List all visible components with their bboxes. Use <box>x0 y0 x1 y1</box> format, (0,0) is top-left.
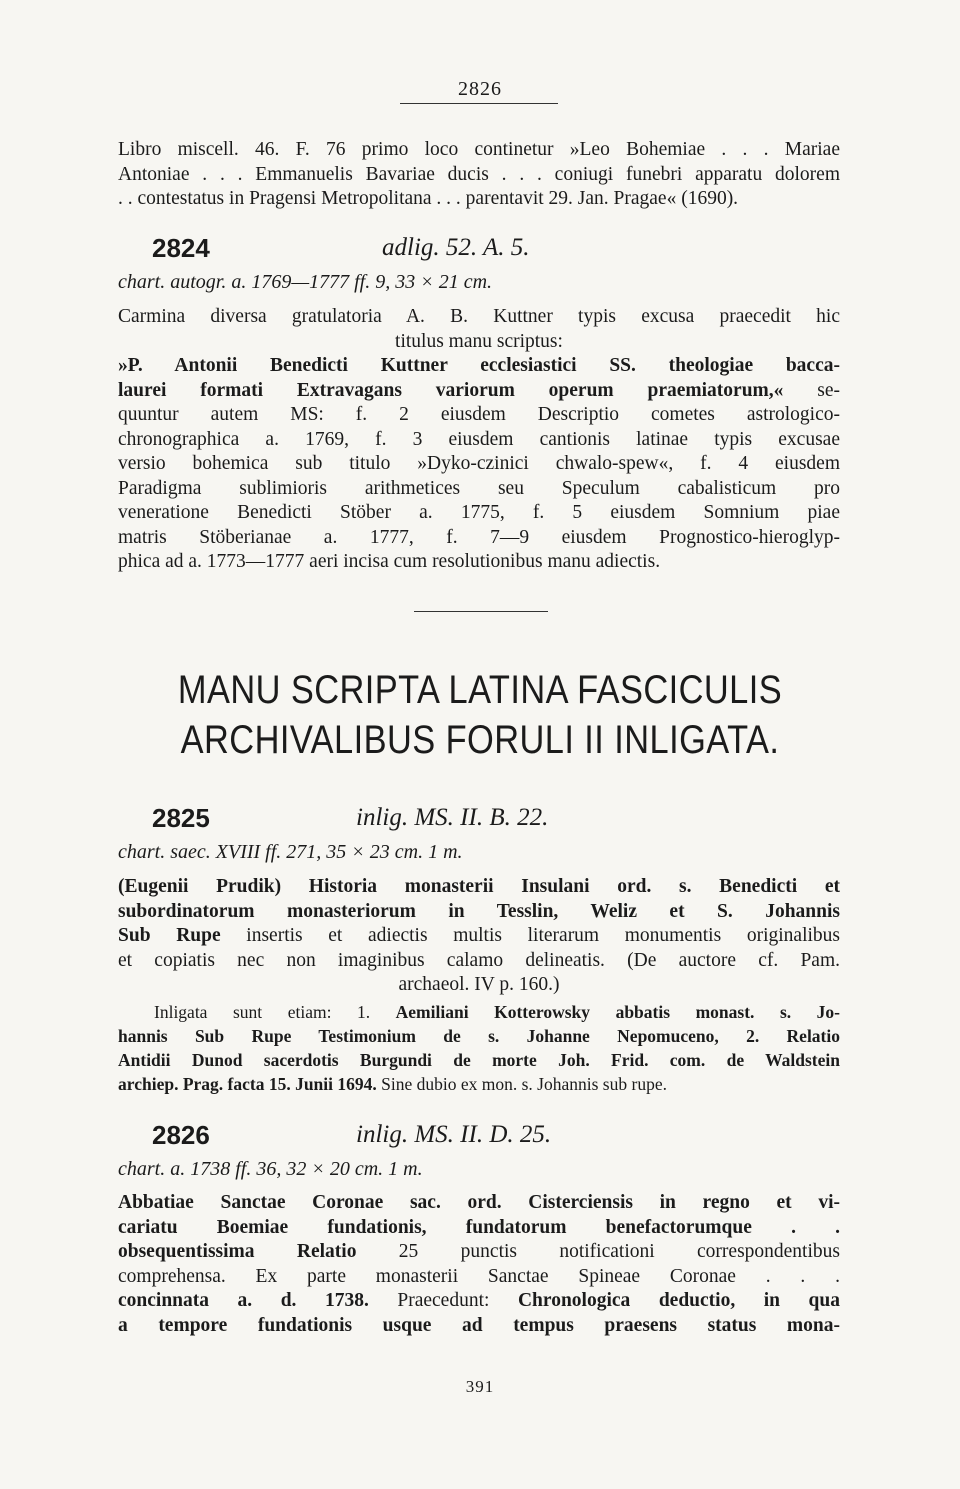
entry-2824-line-9: phica ad a. 1773—1777 aeri incisa cum resolutionibus manu adiectis. <box>118 551 661 572</box>
entry-2825-line-5: archaeol. IV p. 160.) <box>398 974 560 995</box>
entry-2826-line-4: comprehensa. Ex parte monasterii Sanctae Spineae Coronae . . . <box>118 1265 840 1287</box>
entry-2825-inligata-line-1 <box>118 1000 840 1024</box>
entry-2824-number: 2824 <box>152 233 210 263</box>
entry-2825-number: 2825 <box>152 803 210 833</box>
entry-2824-line-6: Paradigma sublimioris arithmetices seu Speculum cabalisticum pro <box>118 477 840 499</box>
intro-paragraph <box>118 138 840 212</box>
intro-line-3: . . contestatus in Pragensi Metropolitana . . . parentavit 29. Jan. Pragae« (1690). <box>118 188 739 209</box>
entry-2825-body <box>118 875 840 998</box>
entry-2826-number: 2826 <box>152 1120 210 1150</box>
entry-2824-body <box>118 305 840 575</box>
intro-line-2: Antoniae . . . Emmanuelis Bavariae ducis . . . coniugi funebri apparatu dolorem <box>118 163 840 185</box>
entry-2825-line-4: et copiatis nec non imaginibus calamo delineatis. (De auctore cf. Pam. <box>118 949 840 971</box>
entry-2824-line-5: versio bohemica sub titulo »Dyko-czinici chwalo-spew«, f. 4 eiusdem <box>118 453 840 474</box>
entry-2824-line-1: Carmina diversa gratulatoria A. B. Kuttner typis excusa praecedit hic <box>118 306 840 327</box>
entry-2824-description: chart. autogr. a. 1769—1777 ff. 9, 33 × 21 cm. <box>118 271 493 293</box>
entry-2825-shelfmark: inlig. MS. II. B. 22. <box>356 804 549 831</box>
intro-line-1: Libro miscell. 46. F. 76 primo loco continetur »Leo Bohemiae . . . Mariae <box>118 139 840 160</box>
entry-2826-body <box>118 1191 840 1338</box>
entry-2826-text-3: 25 punctis notificationi correspondentibus <box>356 1241 840 1262</box>
entry-2824-line-bold-2 <box>118 379 840 404</box>
entry-2825-inligata-line-4 <box>118 1072 840 1096</box>
page-header-number: 2826 <box>458 78 502 100</box>
entry-2825-text-3: insertis et adiectis multis literarum monumentis originalibus <box>220 925 840 946</box>
entry-2824-line-4: chronographica a. 1769, f. 3 eiusdem cantionis latinae typis excusae <box>118 428 840 450</box>
entry-2826-bold-5c: Chronologica deductio, in qua <box>517 1290 840 1311</box>
section-title-line-1: MANU SCRIPTA LATINA FASCICULIS <box>177 668 783 712</box>
entry-2825-inligata-bold-4: archiep. Prag. facta 15. Junii 1694. <box>118 1074 377 1094</box>
entry-2825-inligata-bold-1: Aemiliani Kotterowsky abbatis monast. s. Jo- <box>395 1002 840 1022</box>
entry-2826-shelfmark: inlig. MS. II. D. 25. <box>356 1121 552 1148</box>
entry-2825-inligata <box>118 1000 840 1096</box>
section-divider-rule <box>414 611 548 612</box>
entry-2824-line-3: quuntur autem MS: f. 2 eiusdem Descriptio cometes astrologico- <box>118 404 840 425</box>
entry-2824-rest-2: se- <box>783 379 840 401</box>
entry-2825-inligata-intro: Inligata sunt etiam: 1. <box>154 1002 396 1022</box>
header-rule <box>400 103 558 104</box>
entry-2826-bold-5a: concinnata a. d. 1738. <box>118 1290 369 1311</box>
entry-2824-line-7: veneratione Benedicti Stöber a. 1775, f. 5 eiusdem Somnium piae <box>118 502 840 523</box>
entry-2826-line-3 <box>118 1240 840 1265</box>
entry-2825-line-3 <box>118 924 840 949</box>
entry-2825-inligata-line-3: Antidii Dunod sacerdotis Burgundi de morte Joh. Frid. com. de Waldstein <box>118 1050 840 1070</box>
entry-2824-bold-title-1: »P. Antonii Benedicti Kuttner ecclesiastici SS. theologiae bacca- <box>118 355 840 376</box>
section-title-line-2: ARCHIVALIBUS FORULI II INLIGATA. <box>180 718 780 762</box>
entry-2825-inligata-line-2: hannis Sub Rupe Testimonium de s. Johanne Nepomuceno, 2. Relatio <box>118 1026 840 1046</box>
entry-2824-shelfmark: adlig. 52. A. 5. <box>382 234 530 261</box>
entry-2825-bold-3: Sub Rupe <box>118 925 221 946</box>
entry-2825-description: chart. saec. XVIII ff. 271, 35 × 23 cm. 1 m. <box>118 841 463 863</box>
entry-2824-bold-title-2: laurei formati Extravagans variorum operum praemiatorum,« <box>118 379 784 401</box>
entry-2825-inligata-text-4: Sine dubio ex mon. s. Johannis sub rupe. <box>376 1074 667 1094</box>
entry-2824-line-2: titulus manu scriptus: <box>395 330 563 352</box>
entry-2826-line-5 <box>118 1289 840 1314</box>
entry-2826-bold-6: a tempore fundationis usque ad tempus praesens status mona- <box>118 1314 840 1336</box>
entry-2826-bold-3: obsequentissima Relatio <box>118 1241 357 1262</box>
entry-2826-text-5: Praecedunt: <box>368 1290 518 1311</box>
entry-2825-bold-2: subordinatorum monasteriorum in Tesslin, Weliz et S. Johannis <box>118 900 840 922</box>
entry-2824-line-8: matris Stöberianae a. 1777, f. 7—9 eiusdem Prognostico-hieroglyp- <box>118 526 840 548</box>
entry-2826-bold-1: Abbatiae Sanctae Coronae sac. ord. Cisterciensis in regno et vi- <box>118 1192 840 1213</box>
entry-2826-bold-2: cariatu Boemiae fundationis, fundatorum benefactorumque . . <box>118 1216 840 1238</box>
entry-2826-description: chart. a. 1738 ff. 36, 32 × 20 cm. 1 m. <box>118 1158 423 1180</box>
page-footer-number: 391 <box>465 1377 495 1396</box>
entry-2825-bold-1: (Eugenii Prudik) Historia monasterii Insulani ord. s. Benedicti et <box>118 876 840 897</box>
